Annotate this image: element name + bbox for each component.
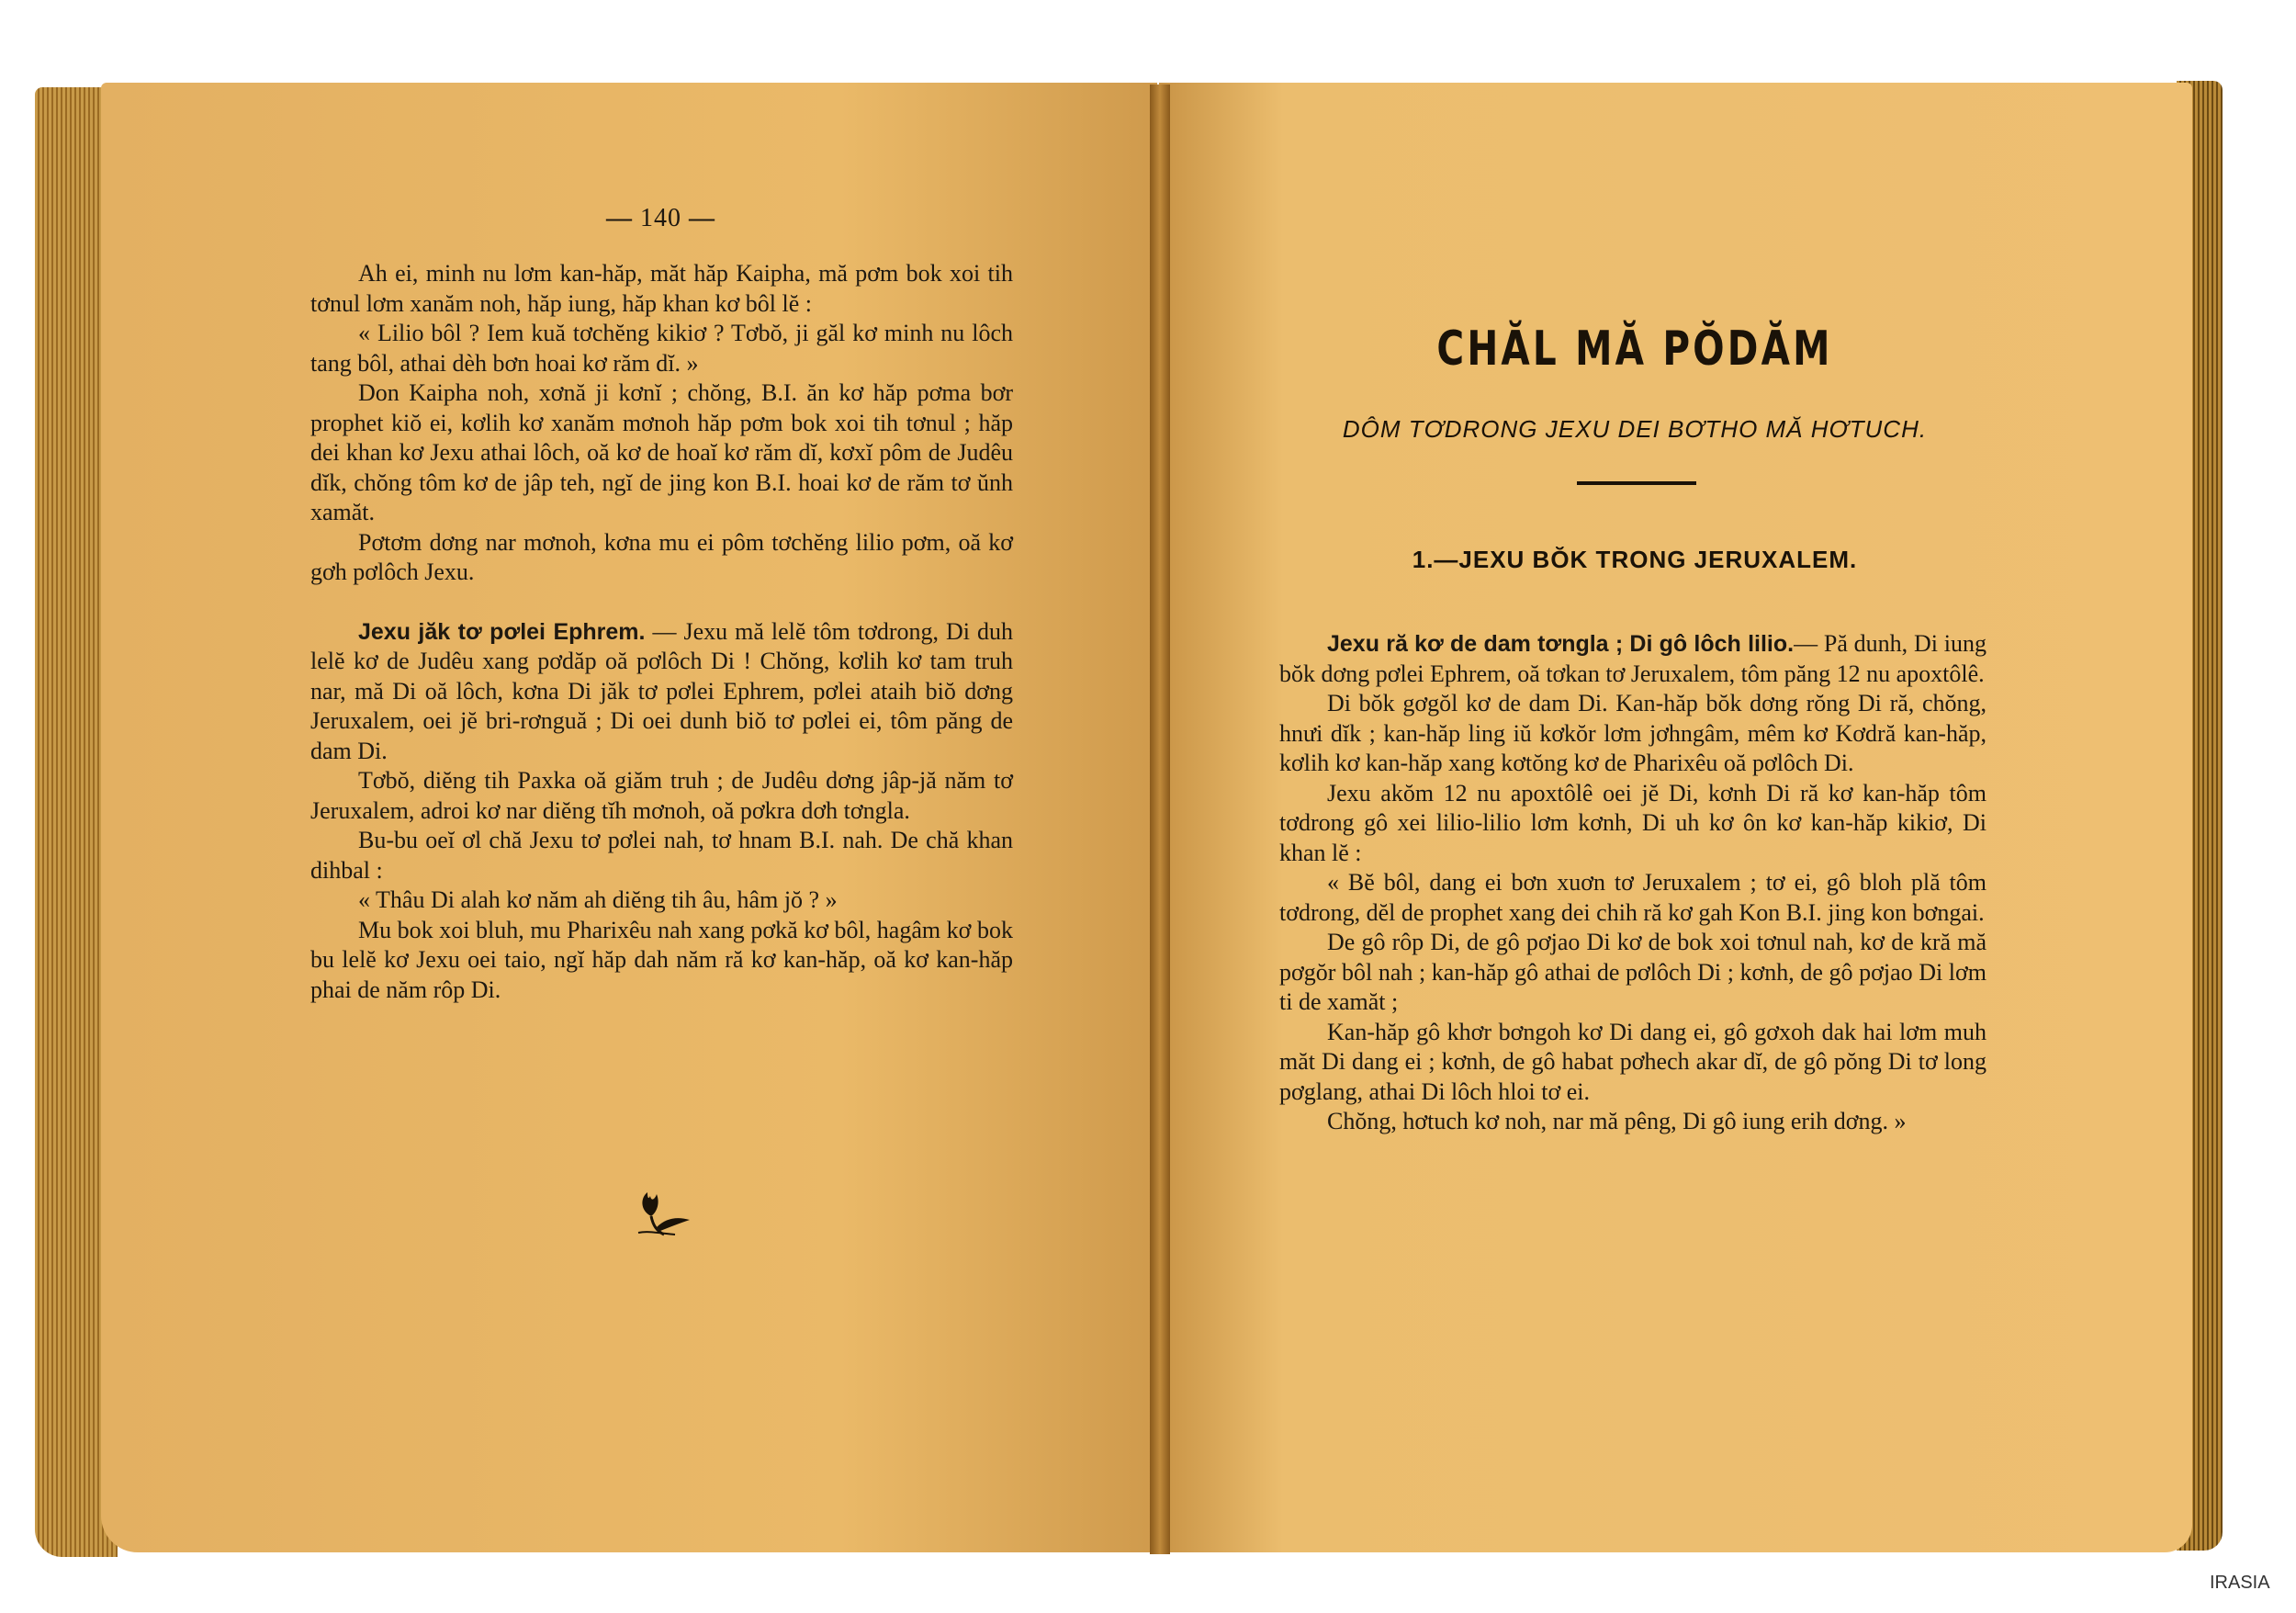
page-number-value: 140 [640,204,681,232]
paragraph: Di bŏk gơgŏl kơ de dam Di. Kan-hăp bŏk dơng rŏng Di ră, chŏng, hnưi dĭk ; kan-hăp ling iŭ kơkŏr lơm jơhngâm, mêm kơ Kơdră kan-hăp, kơlih kơ kan-hăp xang kơtŏng kơ de Pharixêu oă pơlôch Di. [1279,690,1986,776]
paragraph: Kan-hăp gô khơr bơngoh kơ Di dang ei, gô gơxoh dak hai lơm muh măt Di dang ei ; kơnh, de gô habat pơhech akar dĭ, de gô pŏng Di tơ long pơglang, athai Di lôch hloi tơ ei. [1279,1018,1986,1105]
title-divider [1577,481,1696,485]
section-heading-right: 1.—JEXU BŎK TRONG JERUXALEM. [1412,546,1858,573]
right-page-text [1279,629,1986,1137]
watermark: IRASIA [2210,1573,2270,1593]
chapter-title: CHĂL MĂ PŎDĂM [1436,321,1833,377]
paragraph: Mu bok xoi bluh, mu Pharixêu nah xang pơkă kơ bôl, hagâm kơ bok bu lelĕ kơ Jexu oei taio, ngĭ hăp dah năm ră kơ kan-hăp, oă kơ kan-hăp phai de năm rôp Di. [310,916,1013,1003]
paragraph: « Thâu Di alah kơ năm ah diĕng tih âu, hâm jŏ ? » [358,886,838,913]
paragraph: De gô rôp Di, de gô pơjao Di kơ de bok xoi tơnul nah, kơ de kră mă pơgŏr bôl nah ; kan-hăp gô athai de pơlôch Di ; kơnh, de gô pơjao Di lơm ti de xamăt ; [1279,929,1986,1015]
section-text: — Jexu mă lelĕ tôm tơdrong, Di duh lelĕ kơ de Judêu xang pơdăp oă pơlôch Di ! Chŏng, kơlih kơ tam truh nar, mă Di oă lôch, kơna Di jăk tơ pơlei Ephrem, pơlei ataih biŏ dơng Jeruxalem, oei jĕ bri-rơnguă ; Di oei dunh biŏ tơ pơlei ei, tôm păng de dam Di. [310,617,1014,764]
paragraph: Don Kaipha noh, xơnă ji kơnĭ ; chŏng, B.I. ăn kơ hăp pơma bơr prophet kiŏ ei, kơlih kơ xanăm mơnoh hăp pơm bok xoi tih tơnul ; hăp dei khan kơ Jexu athai lôch, oă kơ de hoaĭ kơ răm dĭ, kơxĭ pôm de Judêu dĭk, chŏng tôm kơ de jâp teh, ngĭ de jing kon B.I. hoai kơ de răm tơ ŭnh xamăt. [310,379,1013,525]
paragraph: Pơtơm dơng nar mơnoh, kơna mu ei pôm tơchĕng lilio pơm, oă kơ gơh pơlôch Jexu. [310,528,1013,585]
section-heading: Jexu jăk tơ pơlei Ephrem. [358,618,646,645]
paragraph: Tơbŏ, diĕng tih Paxka oă giăm truh ; de Judêu dơng jâp-jă năm tơ Jeruxalem, adroi kơ nar diĕng tĭh mơnoh, oă pơkra dơh tơngla. [310,767,1013,824]
book-gutter [1150,85,1170,1554]
tulip-flourish-icon [620,1185,703,1240]
paragraph: « Bĕ bôl, dang ei bơn xuơn tơ Jeruxalem ; tơ ei, gô bloh plă tôm tơdrong, dĕl de prophet xang dei chih ră kơ gah Kon B.I. jing kon bơngai. [1279,869,1986,926]
page-number: — 140 — [606,204,715,232]
left-page-text [310,259,1013,1005]
paragraph: Bu-bu oeĭ ơl chă Jexu tơ pơlei nah, tơ hnam B.I. nah. De chă khan dihbal : [310,827,1013,884]
section-paragraph [1279,629,1986,689]
paragraph-text: — Pă dunh, Di iung bŏk dơng pơlei Ephrem, oă tơkan tơ Jeruxalem, tôm păng 12 nu apoxtôlê. [1279,630,1986,687]
paragraph: Chŏng, hơtuch kơ noh, nar mă pêng, Di gô iung erih dơng. » [1327,1108,1907,1134]
paragraph-heading: Jexu ră kơ de dam tơngla ; Di gô lôch lilio. [1327,631,1795,657]
paragraph: « Lilio bôl ? Iem kuă tơchĕng kikiơ ? Tơbŏ, ji găl kơ minh nu lôch tang bôl, athai dèh bơn hoai kơ răm dĭ. » [310,320,1013,377]
paragraph: Ah ei, minh nu lơm kan-hăp, măt hăp Kaipha, mă pơm bok xoi tih tơnul lơm xanăm noh, hăp iung, hăp khan kơ bôl lĕ : [310,260,1013,317]
chapter-subtitle: DÔM TƠDRONG JEXU DEI BƠTHO MĂ HƠTUCH. [1342,415,1928,443]
section-paragraph [310,617,1013,767]
paragraph: Jexu akŏm 12 nu apoxtôlê oei jĕ Di, kơnh Di ră kơ kan-hăp tôm tơdrong gô xei lilio-lilio lơm kơnh, Di uh kơ ôn kơ kan-hăp kikiơ, Di khan lĕ : [1279,779,1986,866]
